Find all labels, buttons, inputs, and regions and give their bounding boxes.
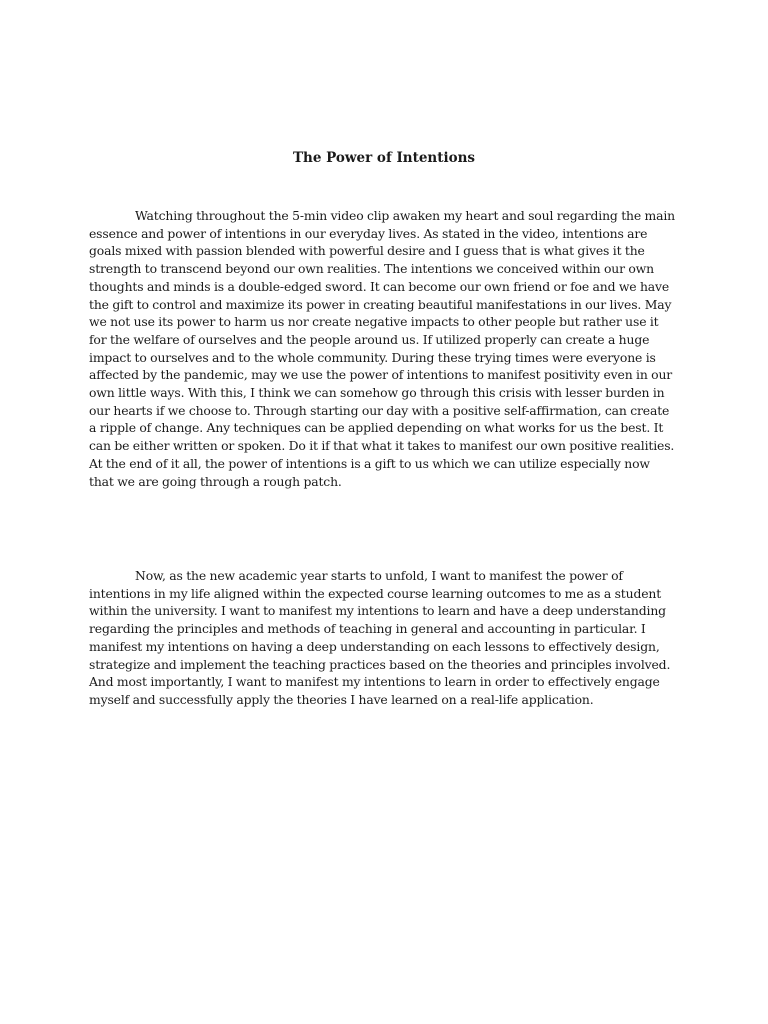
body-paragraph-1: Watching throughout the 5-min video clip awaken my heart and soul regarding the main essence and power of intentions in our everyday lives. As stated in the video, intentions are goals mixed with passion blended with powerful desire and I guess that is what gives it the strength to transcend beyond our own realities. The intentions we conceived within our own thoughts and minds is a double-edged sword. It can become our own friend or foe and we have the gift to control and maximize its power in creating beautiful manifestations in our lives. May we not use its power to harm us nor create negative impacts to other people but rather use it for the welfare of ourselves and the people around us. If utilized properly can create a huge impact to ourselves and to the whole community. During these trying times were everyone is affected by the pandemic, may we use the power of intentions to manifest positivity even in our own little ways. With this, I think we can somehow go through this crisis with lesser burden in our hearts if we choose to. Through starting our day with a positive self-affirmation, can create a ripple of change. Any techniques can be applied depending on what works for us the best. It can be either written or spoken. Do it if that what it takes to manifest our own positive realities. At the end of it all, the power of intentions is a gift to us which we can utilize especially now that we are going through a rough patch. (89, 208, 676, 489)
document-title: The Power of Intentions (292, 150, 476, 166)
body-paragraph-2: Now, as the new academic year starts to unfold, I want to manifest the power of intentions in my life aligned within the expected course learning outcomes to me as a student within the university. I want to manifest my intentions to learn and have a deep understanding regarding the principles and methods of teaching in general and accounting in particular. I manifest my intentions on having a deep understanding on each lessons to effectively design, strategize and implement the teaching practices based on the theories and principles involved. And most importantly, I want to manifest my intentions to learn in order to effectively engage myself and successfully apply the theories I have learned on a real-life application. (89, 568, 671, 707)
